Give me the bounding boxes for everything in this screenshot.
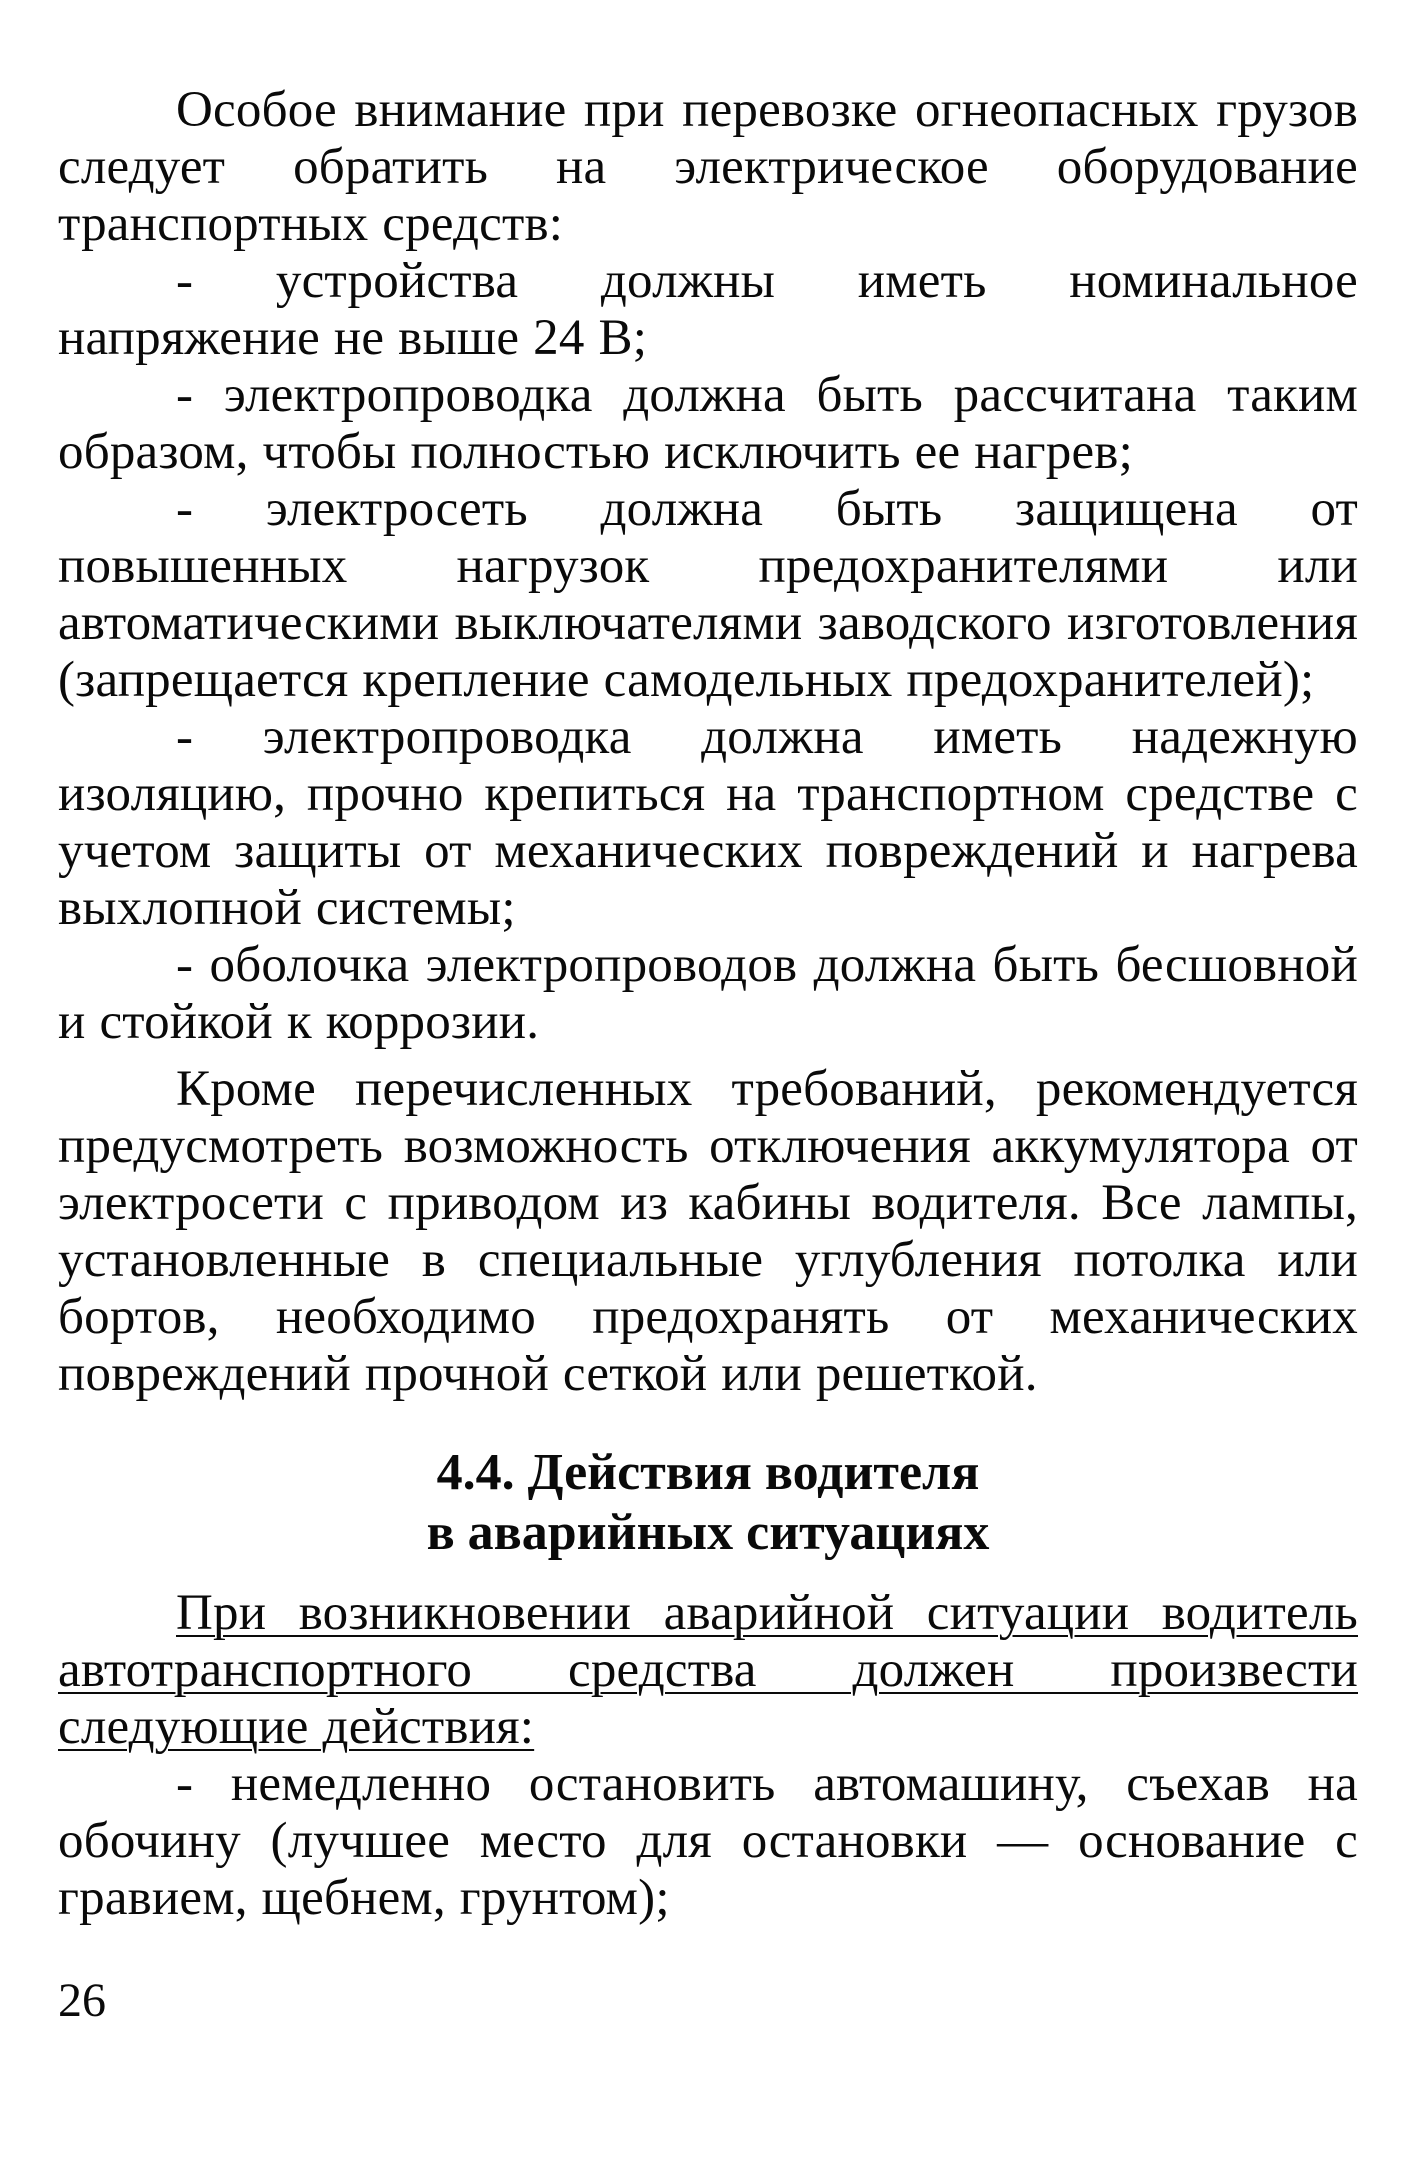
list-item-voltage: - устройства должны иметь номинальное напряжение не выше 24 В; [58,253,1358,366]
recommendation-paragraph: Кроме перечисленных требований, рекомендуется предусмотреть возможность отключения аккумулятора от электросети с приводом из кабины водителя. Все лампы, установленные в специальные углубления потолка или бортов, необходимо предохранять от механических повреждений прочной сеткой или решеткой. [58,1061,1358,1402]
section-heading [58,1443,1358,1563]
section-heading-line-1: 4.4. Действия водителя [436,1444,980,1501]
list-item-sheath: - оболочка электропроводов должна быть бесшовной и стойкой к коррозии. [58,937,1358,1050]
page-number: 26 [58,1974,106,2027]
emergency-intro-paragraph: При возникновении аварийной ситуации водитель автотранспортного средства должен произвести следующие действия: [58,1585,1358,1755]
list-item-wiring-heating: - электропроводка должна быть рассчитана таким образом, чтобы полностью исключить ее нагрев; [58,367,1358,480]
page-body [58,82,1358,1927]
list-item-stop-vehicle: - немедленно остановить автомашину, съехав на обочину (лучшее место для остановки — основание с гравием, щебнем, грунтом); [58,1756,1358,1926]
intro-paragraph: Особое внимание при перевозке огнеопасных грузов следует обратить на электрическое оборудование транспортных средств: [58,82,1358,252]
section-heading-line-2: в аварийных ситуациях [426,1504,990,1561]
list-item-insulation: - электропроводка должна иметь надежную изоляцию, прочно крепиться на транспортном средстве с учетом защиты от механических повреждений и нагрева выхлопной системы; [58,709,1358,936]
list-item-overload-protection: - электросеть должна быть защищена от повышенных нагрузок предохранителями или автоматическими выключателями заводского изготовления (запрещается крепление самодельных предохранителей); [58,481,1358,708]
